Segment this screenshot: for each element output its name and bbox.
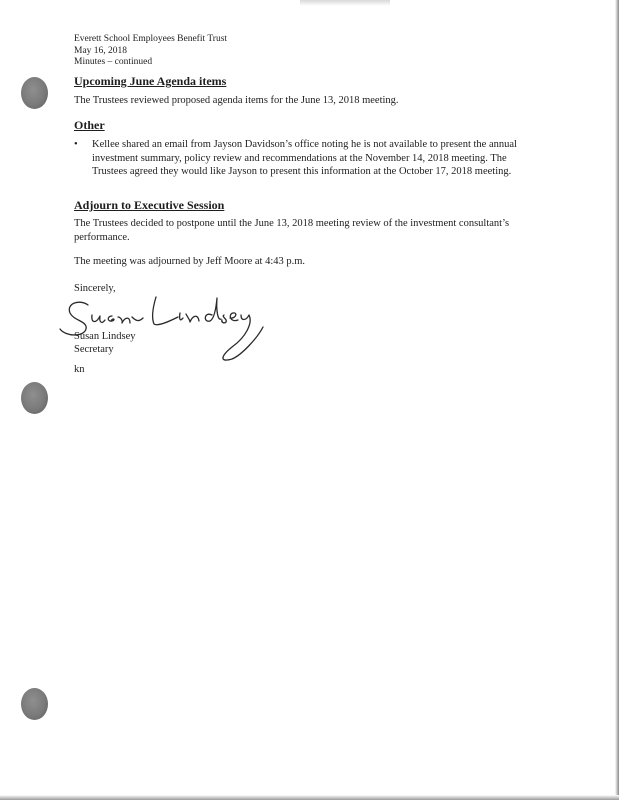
salutation: Sincerely, [74,283,116,294]
header-continued: Minutes – continued [74,57,153,67]
heading-upcoming-agenda: Upcoming June Agenda items [74,74,227,88]
punch-hole-top [21,77,48,109]
paragraph-upcoming-agenda: The Trustees reviewed proposed agenda items for the June 13, 2018 meeting. [74,95,399,106]
header-organization: Everett School Employees Benefit Trust [74,34,228,44]
bullet-marker: • [74,139,78,150]
paragraph-adjourn: The Trustees decided to postpone until the June 13, 2018 meeting review of the investment consultant’s performance. [74,218,510,243]
scan-top-shadow [300,0,390,6]
heading-adjourn: Adjourn to Executive Session [74,198,225,212]
adjournment-time: The meeting was adjourned by Jeff Moore at 4:43 p.m. [74,256,306,267]
scan-bottom-edge [0,795,619,800]
scan-right-edge [615,0,619,800]
header-date: May 16, 2018 [74,45,128,56]
typist-initials: kn [74,364,85,375]
signer-title: Secretary [74,344,114,355]
punch-hole-middle [21,382,48,414]
signer-name: Susan Lindsey [74,331,136,342]
punch-hole-bottom [21,688,48,720]
bullet-text-other: Kellee shared an email from Jayson Davidson’s office noting he is not available to present the annual investment summary, policy review and recommendations at the November 14, 2018 meeting. The Trustees agreed they would like Jayson to present this information at the October 17, 2018 meeting. [92,139,517,177]
document-header [74,34,227,69]
heading-other: Other [74,118,105,132]
